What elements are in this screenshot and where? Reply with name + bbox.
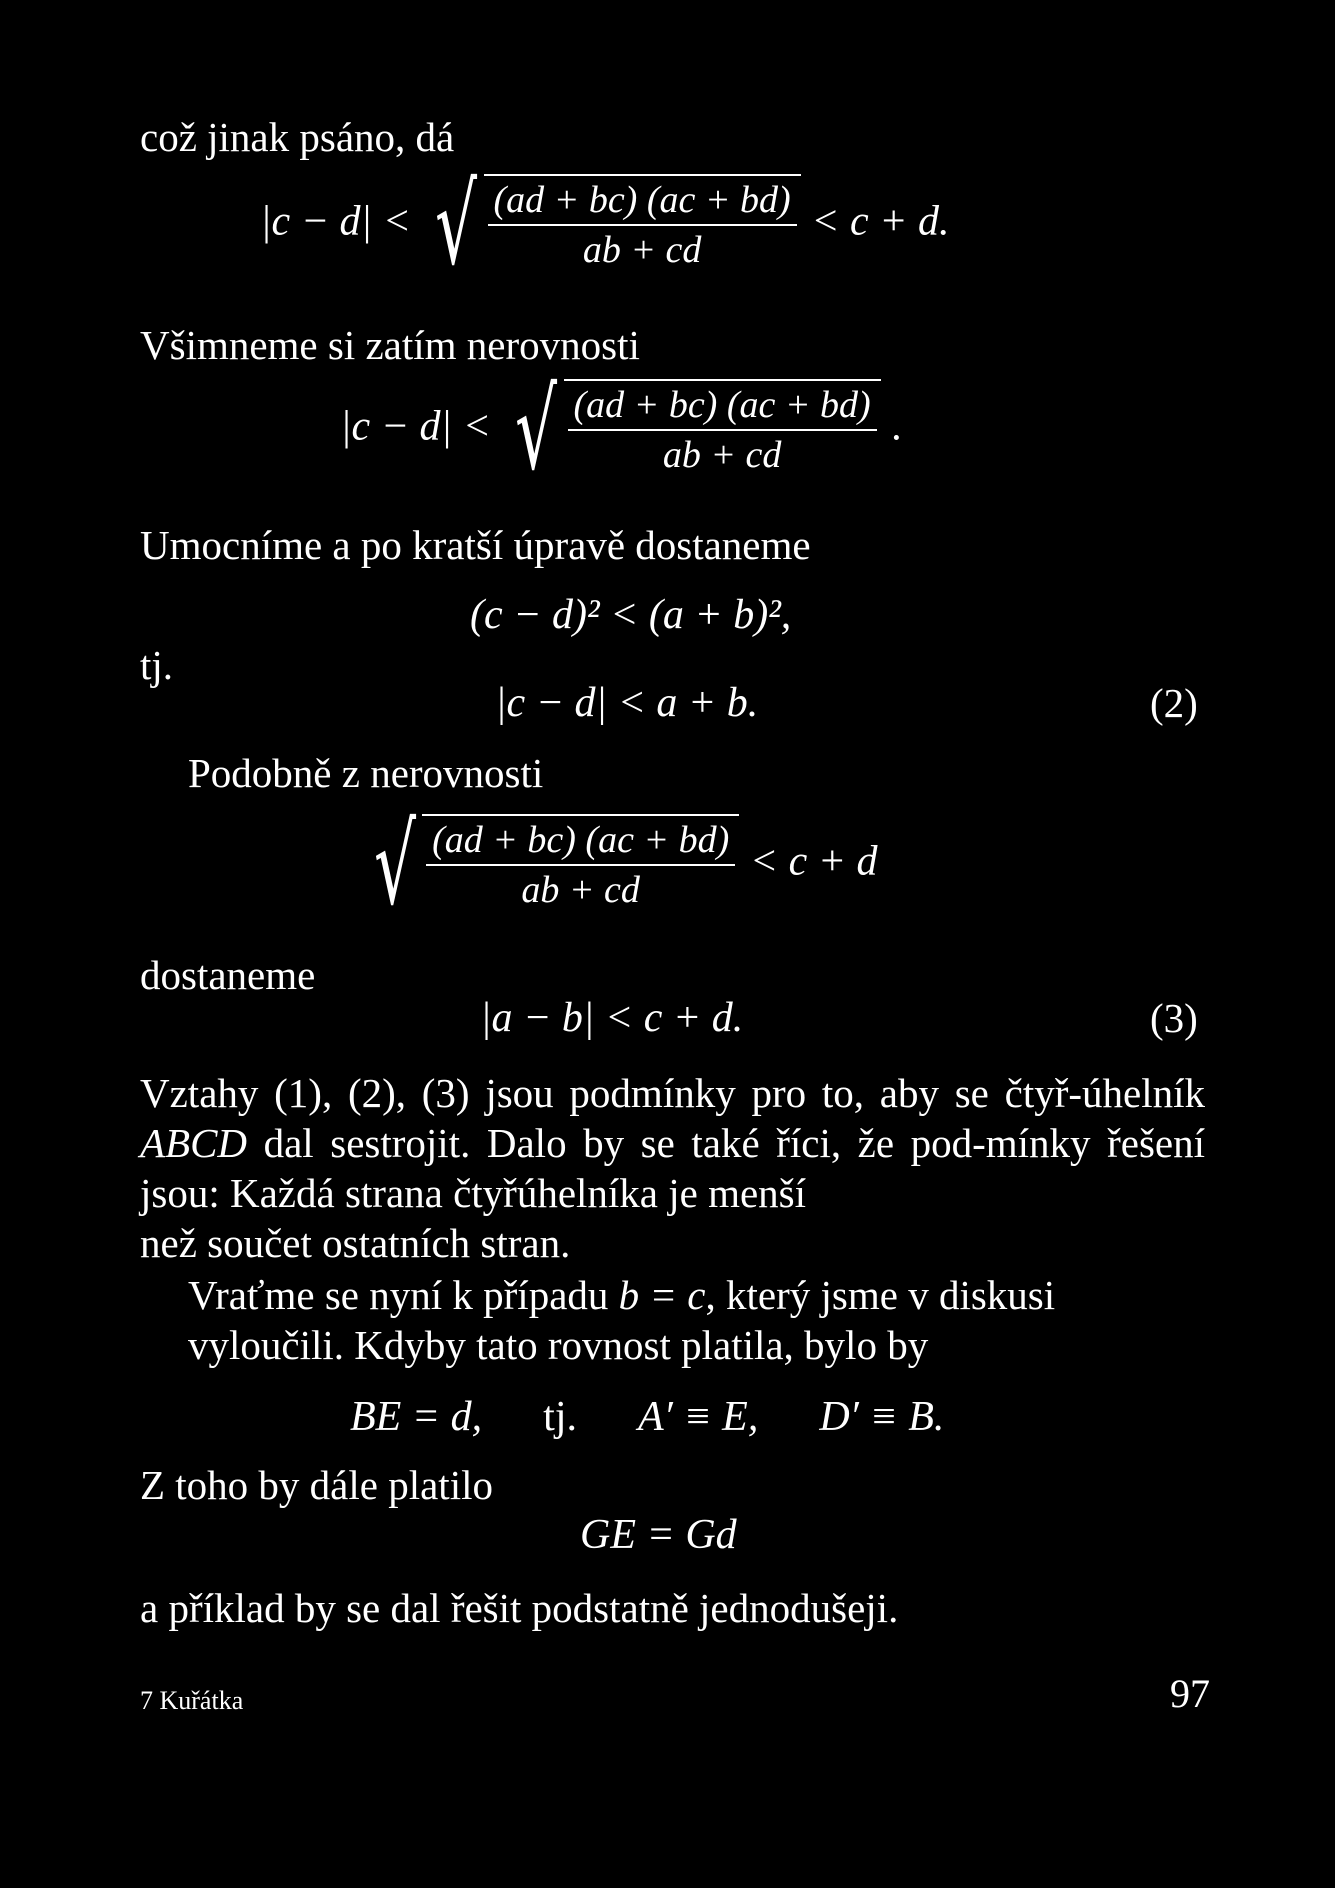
label-dostaneme: dostaneme xyxy=(140,952,316,998)
sqrt-symbol: √ xyxy=(435,161,478,289)
eq1-sqrt xyxy=(421,161,800,289)
paragraph-conditions xyxy=(140,1068,1205,1268)
equation-number-2: (2) xyxy=(1150,680,1198,726)
sqrt-symbol: √ xyxy=(374,801,417,929)
return-expression: b = c xyxy=(618,1272,706,1318)
line-square: Umocníme a po kratší úpravě dostaneme xyxy=(140,522,811,568)
conditions-text-2: dal sestrojit. Dalo by se také říci, že pod-mínky řešení jsou: Každá strana čtyřúhelníka je menší xyxy=(140,1120,1205,1216)
equation-abs-3: |a − b| < c + d. xyxy=(480,995,744,1041)
return-text-2: , který jsme v diskusi xyxy=(705,1272,1056,1318)
eq2-denominator: ab + cd xyxy=(662,434,782,476)
eq1-left: |c − d| < xyxy=(260,198,411,245)
line-further: Z toho by dále platilo xyxy=(140,1462,493,1508)
equation-abs-2: |c − d| < a + b. xyxy=(495,680,759,726)
eq2-right: . xyxy=(891,403,902,450)
return-text-3: vyloučili. Kdyby tato rovnost platila, bylo by xyxy=(188,1322,929,1368)
paragraph-return xyxy=(140,1270,1205,1370)
eq-be-b: A′ ≡ E, xyxy=(638,1394,759,1440)
equation-3 xyxy=(360,801,878,929)
return-text-1: Vraťme se nyní k případu xyxy=(188,1272,619,1318)
eq3-right: < c + d xyxy=(749,838,878,885)
eq1-right: < c + d. xyxy=(811,198,950,245)
equation-1 xyxy=(260,161,950,289)
eq1-numerator: (ad + bc) (ac + bd) xyxy=(488,178,797,226)
label-tj: tj. xyxy=(140,642,174,688)
eq3-sqrt xyxy=(360,801,739,929)
eq2-numerator: (ad + bc) (ac + bd) xyxy=(568,383,877,431)
equation-ge: GE = Gd xyxy=(580,1512,737,1558)
eq3-denominator: ab + cd xyxy=(521,869,640,911)
eq-be-a: BE = d, xyxy=(350,1394,483,1440)
quadrilateral-name: ABCD xyxy=(140,1120,248,1166)
conditions-text-1: Vztahy (1), (2), (3) jsou podmínky pro to, aby se čtyř-úhelník xyxy=(140,1070,1205,1116)
eq-be-c: D′ ≡ B. xyxy=(819,1394,945,1440)
sqrt-symbol: √ xyxy=(515,366,558,494)
eq2-fraction xyxy=(564,379,881,477)
eq1-fraction xyxy=(484,174,801,272)
intro-line: což jinak psáno, dá xyxy=(140,114,455,160)
eq3-numerator: (ad + bc) (ac + bd) xyxy=(426,818,735,866)
equation-number-3: (3) xyxy=(1150,995,1198,1041)
line-similar: Podobně z nerovnosti xyxy=(188,750,544,796)
equation-2 xyxy=(340,366,902,494)
eq2-left: |c − d| < xyxy=(340,403,491,450)
page-number: 97 xyxy=(1170,1671,1210,1716)
equation-be xyxy=(350,1392,944,1442)
conditions-text-3: než součet ostatních stran. xyxy=(140,1220,571,1266)
eq3-fraction xyxy=(422,814,739,912)
line-note: Všimneme si zatím nerovnosti xyxy=(140,322,640,368)
eq2-sqrt xyxy=(501,366,880,494)
eq-be-tj: tj. xyxy=(543,1394,577,1440)
footer-signature: 7 Kuřátka xyxy=(140,1686,244,1715)
line-last: a příklad by se dal řešit podstatně jednodušeji. xyxy=(140,1585,899,1631)
equation-squared: (c − d)² < (a + b)², xyxy=(470,592,792,638)
eq1-denominator: ab + cd xyxy=(582,229,702,271)
